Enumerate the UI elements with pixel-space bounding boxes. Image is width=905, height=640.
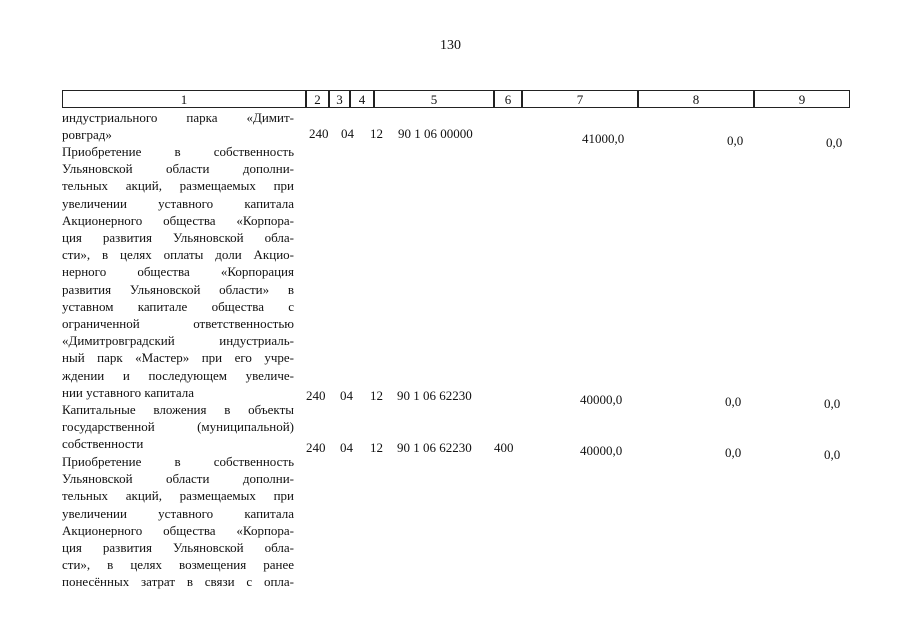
cell-section: 04 xyxy=(340,388,353,403)
column-header-1: 1 xyxy=(62,90,306,108)
cell-target-article: 90 1 06 00000 xyxy=(398,126,473,141)
cell-subsection: 12 xyxy=(370,440,383,455)
text-block-3 xyxy=(62,401,294,453)
cell-chapter: 240 xyxy=(309,126,329,141)
cell-target-article: 90 1 06 62230 xyxy=(397,388,472,403)
cell-amount-7: 40000,0 xyxy=(580,392,623,407)
text-line: ждении и последующем увеличе- xyxy=(62,367,294,383)
column-header-5: 5 xyxy=(374,90,494,108)
cell-target-article: 90 1 06 62230 xyxy=(397,440,472,455)
column-header-4: 4 xyxy=(350,90,374,108)
text-line: увеличении уставного капитала xyxy=(62,505,294,521)
cell-subsection: 12 xyxy=(370,388,383,403)
cell-amount-8: 0,0 xyxy=(725,394,742,409)
text-line: Приобретение в собственность xyxy=(62,454,294,469)
text-line: Приобретение в собственность xyxy=(62,144,294,159)
text-line: ровград» xyxy=(62,127,112,143)
column-header-8: 8 xyxy=(638,90,754,108)
text-line: сти», в целях оплаты доли Акцио- xyxy=(62,247,294,263)
text-line: нии уставного капитала xyxy=(62,384,194,400)
text-line: государственной (муниципальной) xyxy=(62,419,294,435)
text-line: понесённых затрат в связи с опла- xyxy=(62,574,294,590)
text-line: ция развития Ульяновской обла- xyxy=(62,230,294,246)
column-header-6: 6 xyxy=(494,90,522,108)
column-header-7: 7 xyxy=(522,90,638,108)
cell-amount-7: 40000,0 xyxy=(580,443,623,458)
text-line: уставном капитале общества с xyxy=(62,298,294,314)
text-line: сти», в целях возмещения ранее xyxy=(62,557,294,573)
text-line: ограниченной ответственностью xyxy=(62,316,294,332)
cell-section: 04 xyxy=(341,126,354,141)
text-block-1 xyxy=(62,109,294,143)
text-line: Ульяновской области дополни- xyxy=(62,471,294,487)
cell-amount-7: 41000,0 xyxy=(582,131,625,146)
cell-amount-9: 0,0 xyxy=(826,135,843,150)
cell-amount-9: 0,0 xyxy=(824,396,841,411)
text-line: тельных акций, размещаемых при xyxy=(62,488,294,504)
text-line: ный парк «Мастер» при его учре- xyxy=(62,350,294,366)
column-header-9: 9 xyxy=(754,90,850,108)
text-line: тельных акций, размещаемых при xyxy=(62,178,294,194)
cell-chapter: 240 xyxy=(306,388,326,403)
text-line: индустриального парка «Димит- xyxy=(62,110,294,125)
cell-section: 04 xyxy=(340,440,353,455)
cell-amount-9: 0,0 xyxy=(824,447,841,462)
cell-amount-8: 0,0 xyxy=(727,133,744,148)
text-line: ция развития Ульяновской обла- xyxy=(62,540,294,556)
text-line: Акционерного общества «Корпора- xyxy=(62,522,294,538)
text-line: Акционерного общества «Корпора- xyxy=(62,212,294,228)
cell-subsection: 12 xyxy=(370,126,383,141)
text-line: «Димитровградский индустриаль- xyxy=(62,333,294,349)
text-line: увеличении уставного капитала xyxy=(62,195,294,211)
column-header-2: 2 xyxy=(306,90,329,108)
cell-chapter: 240 xyxy=(306,440,326,455)
page-number: 130 xyxy=(440,38,461,53)
cell-expense-type: 400 xyxy=(494,440,514,455)
text-block-2 xyxy=(62,143,294,401)
text-line: Ульяновской области дополни- xyxy=(62,161,294,177)
text-line: нерного общества «Корпорация xyxy=(62,264,294,280)
column-header-3: 3 xyxy=(329,90,350,108)
cell-amount-8: 0,0 xyxy=(725,445,742,460)
text-line: собственности xyxy=(62,436,144,452)
text-line: Капитальные вложения в объекты xyxy=(62,402,294,417)
text-line: развития Ульяновской области» в xyxy=(62,281,294,297)
text-block-4 xyxy=(62,453,294,591)
